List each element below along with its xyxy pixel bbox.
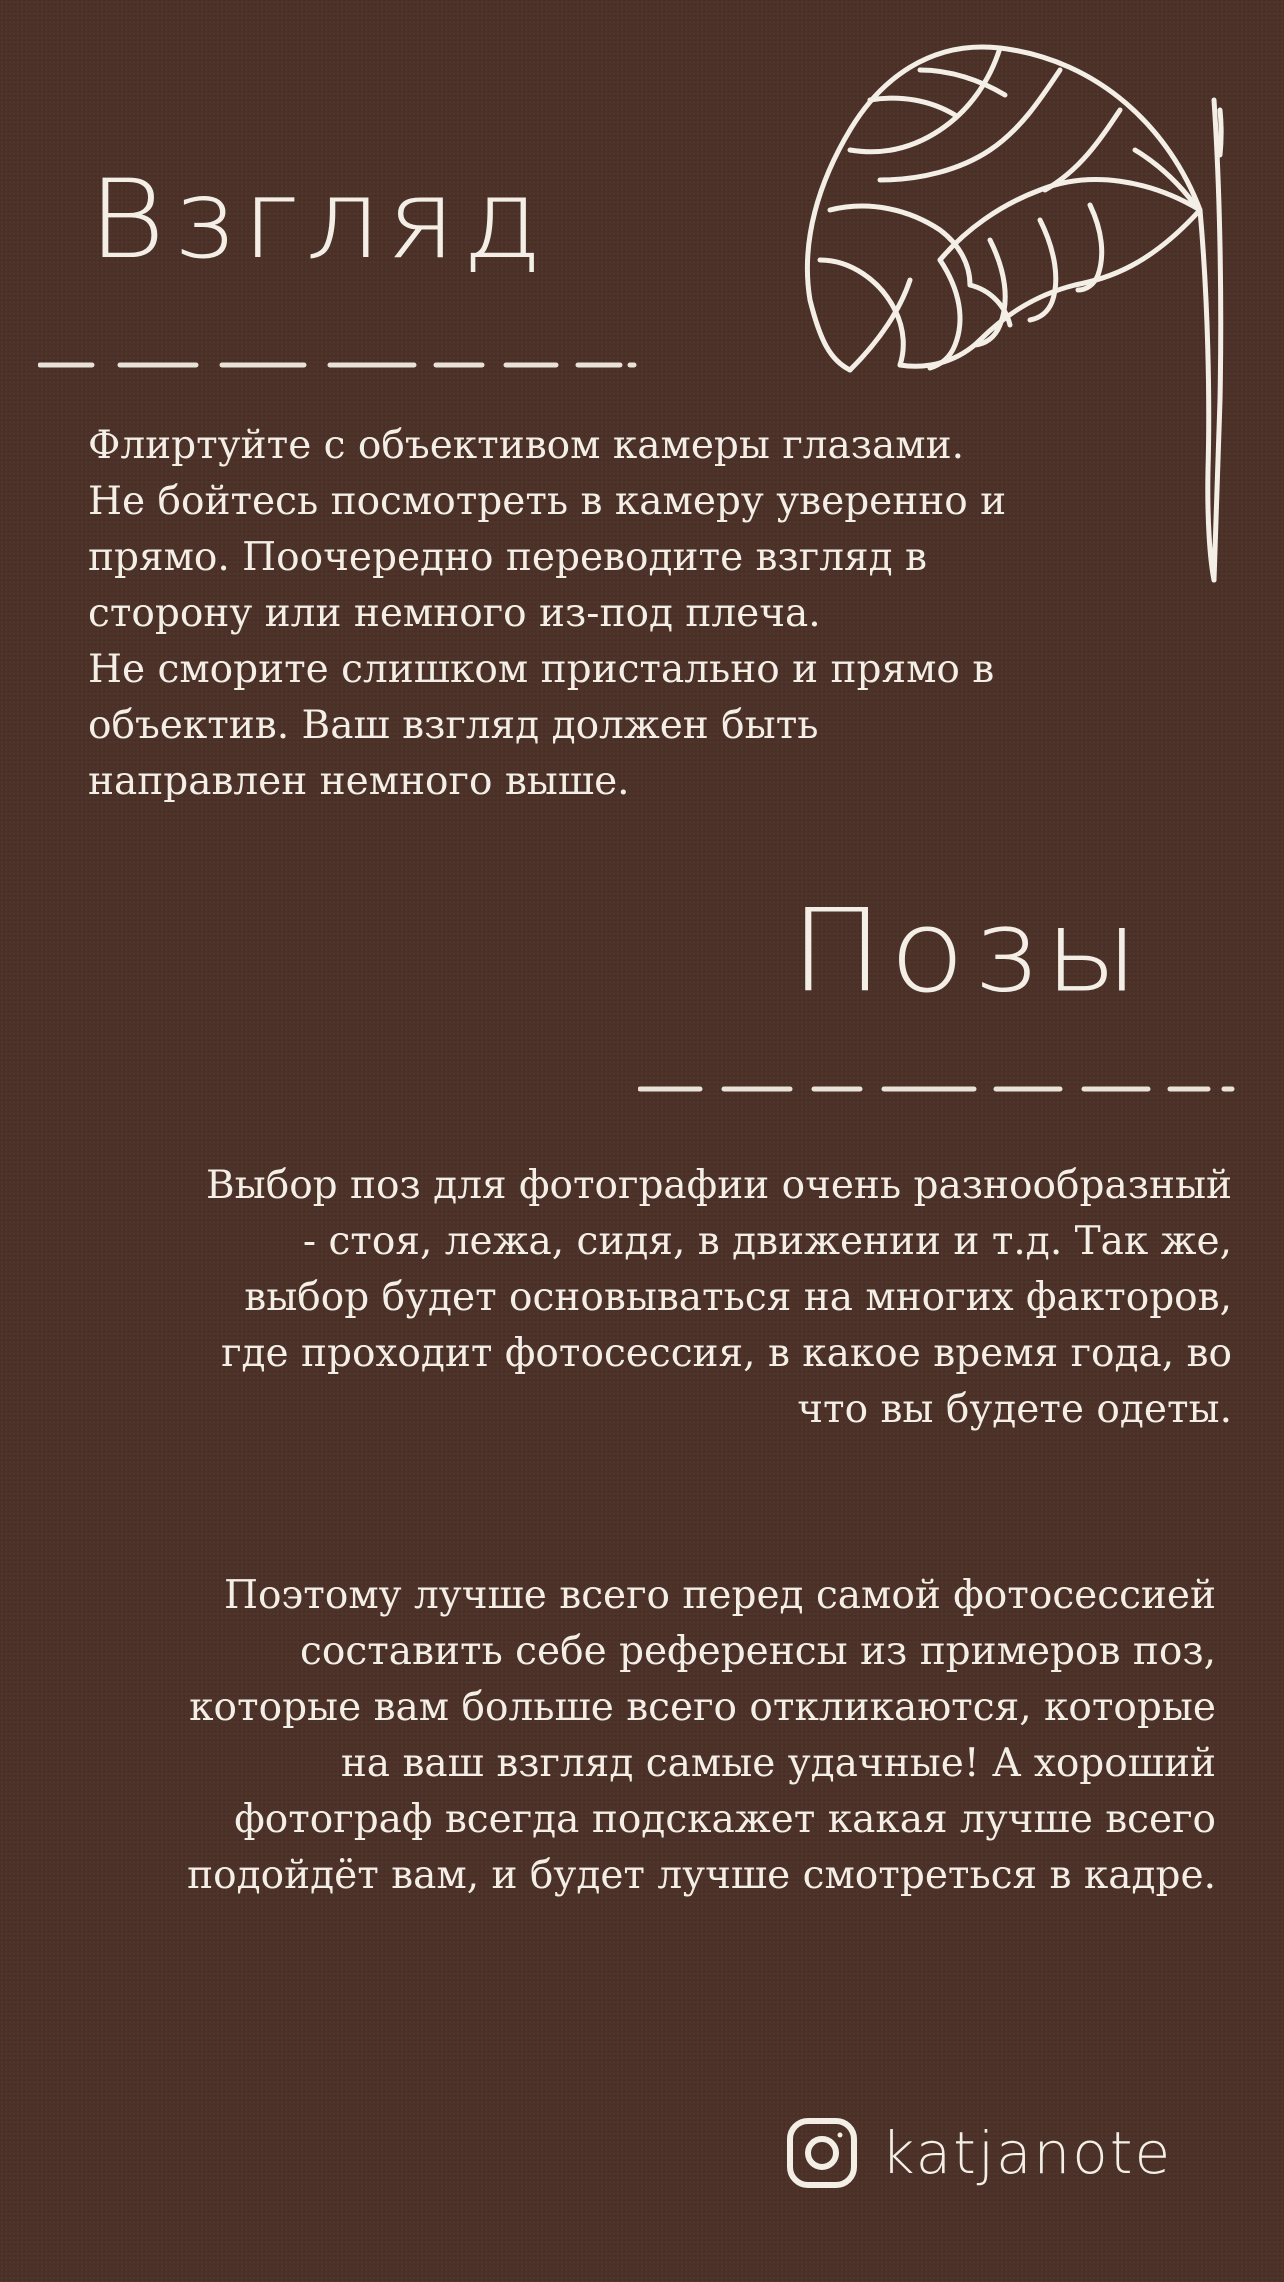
section-title-gaze: Взгляд bbox=[88, 155, 549, 283]
text-line: выбор будет основываться на многих факторов, bbox=[244, 1275, 1232, 1320]
dashed-divider bbox=[638, 1084, 1238, 1092]
text-line: где проходит фотосессия, в какое время года, во bbox=[221, 1331, 1232, 1376]
text-line: направлен немного выше. bbox=[88, 759, 630, 804]
dashed-divider bbox=[38, 360, 638, 368]
text-line: сторону или немного из-под плеча. bbox=[88, 591, 821, 636]
instagram-icon bbox=[785, 2116, 859, 2190]
instagram-handle-link[interactable] bbox=[785, 2116, 1172, 2190]
text-line: фотограф всегда подскажет какая лучше всего bbox=[234, 1797, 1216, 1842]
text-line: подойдёт вам, и будет лучше смотреться в кадре. bbox=[187, 1853, 1216, 1898]
text-line: на ваш взгляд самые удачные! А хороший bbox=[340, 1741, 1216, 1786]
poses-paragraph-1 bbox=[206, 1158, 1232, 1438]
text-line: объектив. Ваш взгляд должен быть bbox=[88, 703, 819, 748]
text-line: прямо. Поочередно переводите взгляд в bbox=[88, 535, 927, 580]
text-line: которые вам больше всего откликаются, которые bbox=[189, 1685, 1216, 1730]
text-line: Не сморите слишком пристально и прямо в bbox=[88, 647, 995, 692]
text-line: - стоя, лежа, сидя, в движении и т.д. Так же, bbox=[302, 1219, 1232, 1264]
poses-paragraph-2 bbox=[187, 1568, 1216, 1904]
text-line: Выбор поз для фотографии очень разнообразный bbox=[206, 1163, 1232, 1208]
section-title-poses: Позы bbox=[790, 885, 1146, 1019]
text-line: что вы будете одеты. bbox=[797, 1387, 1232, 1432]
instagram-handle: katjanote bbox=[881, 2119, 1173, 2187]
text-line: Не бойтесь посмотреть в камеру уверенно и bbox=[88, 479, 1007, 524]
text-line: составить себе референсы из примеров поз, bbox=[300, 1629, 1216, 1674]
gaze-paragraph bbox=[88, 418, 1006, 810]
text-line: Поэтому лучше всего перед самой фотосессией bbox=[223, 1573, 1216, 1618]
text-line: Флиртуйте с объективом камеры глазами. bbox=[88, 423, 965, 468]
